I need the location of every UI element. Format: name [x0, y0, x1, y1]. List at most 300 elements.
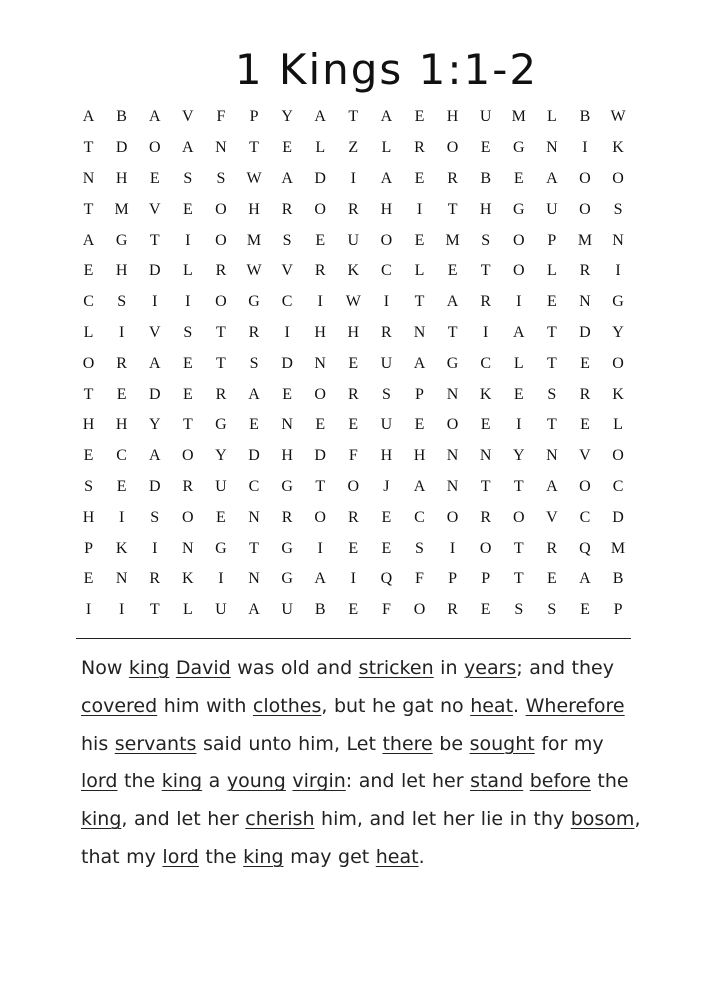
- grid-cell: N: [215, 139, 227, 157]
- grid-cell: E: [83, 262, 94, 280]
- grid-cell: N: [579, 293, 591, 311]
- grid-cell: S: [381, 385, 391, 403]
- grid-cell: P: [547, 231, 557, 249]
- grid-cell: I: [383, 293, 390, 311]
- grid-cell: E: [381, 539, 392, 557]
- grid-cell: H: [115, 169, 128, 187]
- grid-cell: A: [281, 169, 293, 187]
- grid-cell: O: [413, 601, 426, 619]
- grid-cell: F: [348, 447, 358, 465]
- grid-cell: E: [216, 508, 226, 526]
- grid-cell: E: [83, 570, 94, 588]
- grid-cell: R: [447, 601, 458, 619]
- grid-cell: R: [347, 200, 359, 218]
- page-title: 1 Kings 1:1-2: [234, 45, 539, 94]
- grid-cell: S: [150, 508, 160, 526]
- grid-cell: V: [546, 508, 558, 526]
- grid-cell: I: [317, 539, 323, 557]
- grid-cell: S: [216, 169, 226, 187]
- grid-cell: T: [83, 385, 94, 403]
- scripture-passage: [81, 650, 648, 877]
- passage-text: for my: [534, 732, 611, 755]
- grid-cell: O: [479, 539, 492, 557]
- passage-text: : and let her: [345, 770, 471, 793]
- grid-cell: K: [479, 385, 492, 403]
- grid-cell: I: [152, 539, 158, 557]
- passage-text: the: [198, 845, 244, 868]
- grid-cell: D: [579, 323, 591, 341]
- grid-cell: R: [215, 262, 227, 280]
- grid-cell: G: [446, 354, 459, 372]
- grid-cell: D: [314, 447, 326, 465]
- grid-cell: O: [148, 139, 161, 157]
- grid-cell: R: [414, 139, 425, 157]
- grid-cell: O: [182, 447, 194, 465]
- grid-cell: G: [281, 477, 293, 495]
- grid-cell: I: [218, 570, 224, 588]
- grid-cell: A: [546, 477, 558, 495]
- grid-cell: N: [281, 416, 293, 434]
- grid-cell: P: [415, 385, 424, 403]
- grid-cell: U: [347, 231, 360, 249]
- grid-cell: H: [380, 200, 393, 218]
- grid-cell: D: [148, 477, 161, 495]
- grid-cell: K: [612, 139, 624, 157]
- grid-cell: M: [610, 539, 626, 557]
- underlined-word: young: [226, 770, 286, 793]
- grid-cell: I: [152, 293, 158, 311]
- grid-cell: G: [215, 539, 227, 557]
- grid-cell: D: [281, 354, 293, 372]
- grid-cell: T: [249, 139, 259, 157]
- grid-cell: T: [249, 539, 259, 557]
- grid-cell: P: [448, 570, 458, 588]
- grid-cell: H: [82, 416, 95, 434]
- grid-cell: G: [512, 200, 525, 218]
- grid-cell: E: [480, 601, 491, 619]
- grid-cell: R: [579, 385, 591, 403]
- grid-cell: E: [182, 354, 193, 372]
- grid-cell: I: [118, 508, 125, 526]
- grid-cell: B: [116, 108, 127, 126]
- grid-cell: I: [185, 231, 191, 249]
- grid-cell: L: [513, 354, 524, 372]
- grid-cell: I: [185, 293, 191, 311]
- grid-cell: D: [148, 262, 161, 280]
- grid-cell: Q: [380, 570, 393, 588]
- grid-cell: W: [246, 262, 262, 280]
- grid-cell: D: [248, 447, 260, 465]
- grid-cell: B: [480, 169, 491, 187]
- grid-cell: A: [579, 570, 591, 588]
- grid-cell: A: [380, 108, 393, 126]
- grid-cell: O: [182, 508, 194, 526]
- grid-cell: N: [612, 231, 624, 249]
- passage-text: a: [202, 770, 227, 793]
- grid-cell: H: [115, 262, 128, 280]
- grid-cell: A: [82, 231, 95, 249]
- grid-cell: O: [446, 416, 459, 434]
- grid-cell: J: [383, 477, 390, 495]
- grid-cell: Y: [281, 108, 293, 126]
- underlined-word: before: [529, 770, 591, 793]
- grid-cell: H: [413, 447, 426, 465]
- underlined-word: there: [382, 732, 433, 755]
- grid-cell: H: [82, 508, 95, 526]
- grid-cell: P: [481, 570, 491, 588]
- grid-cell: I: [516, 416, 522, 434]
- grid-cell: I: [118, 323, 125, 341]
- grid-cell: L: [381, 139, 392, 157]
- grid-cell: C: [612, 477, 624, 495]
- underlined-word: heat: [375, 845, 419, 868]
- grid-cell: E: [249, 416, 259, 434]
- grid-cell: C: [83, 293, 94, 311]
- grid-cell: E: [414, 108, 425, 126]
- grid-cell: M: [511, 108, 526, 126]
- grid-cell: R: [480, 293, 491, 311]
- grid-cell: R: [149, 570, 161, 588]
- underlined-word: king: [128, 657, 170, 679]
- grid-cell: S: [613, 200, 623, 218]
- grid-cell: U: [281, 601, 293, 619]
- grid-cell: O: [215, 231, 227, 249]
- underlined-word: sought: [469, 732, 535, 755]
- grid-cell: O: [215, 293, 227, 311]
- grid-cell: O: [347, 477, 360, 495]
- grid-cell: R: [281, 508, 293, 526]
- passage-text: .: [513, 694, 526, 717]
- grid-cell: C: [579, 508, 591, 526]
- grid-cell: C: [281, 293, 293, 311]
- grid-cell: B: [612, 570, 624, 588]
- underlined-word: cherish: [245, 808, 315, 831]
- grid-cell: E: [315, 231, 326, 249]
- grid-cell: E: [513, 169, 524, 187]
- grid-cell: R: [546, 539, 558, 557]
- grid-cell: A: [148, 354, 161, 372]
- grid-cell: C: [480, 354, 491, 372]
- grid-cell: E: [315, 416, 326, 434]
- grid-cell: B: [314, 601, 326, 619]
- grid-cell: P: [84, 539, 93, 557]
- grid-cell: N: [314, 354, 326, 372]
- grid-cell: T: [149, 231, 160, 249]
- grid-cell: P: [613, 601, 623, 619]
- grid-cell: S: [282, 231, 292, 249]
- passage-text: him with: [157, 694, 253, 717]
- grid-cell: C: [116, 447, 127, 465]
- grid-cell: N: [446, 447, 459, 465]
- grid-cell: A: [512, 323, 525, 341]
- grid-cell: H: [115, 416, 128, 434]
- grid-cell: O: [215, 200, 227, 218]
- grid-cell: N: [248, 508, 260, 526]
- grid-cell: C: [414, 508, 425, 526]
- grid-cell: R: [215, 385, 227, 403]
- grid-cell: S: [547, 601, 557, 619]
- grid-cell: E: [546, 293, 557, 311]
- grid-cell: W: [610, 108, 626, 126]
- underlined-word: king: [243, 845, 284, 868]
- grid-cell: A: [148, 108, 161, 126]
- grid-cell: N: [479, 447, 492, 465]
- grid-cell: O: [446, 139, 459, 157]
- grid-cell: E: [83, 447, 94, 465]
- grid-cell: N: [248, 570, 260, 588]
- grid-cell: W: [246, 169, 262, 187]
- grid-cell: Q: [579, 539, 591, 557]
- grid-cell: T: [414, 293, 425, 311]
- grid-cell: C: [381, 262, 392, 280]
- grid-cell: T: [447, 200, 458, 218]
- grid-cell: R: [314, 262, 326, 280]
- grid-cell: V: [281, 262, 293, 280]
- grid-cell: R: [281, 200, 293, 218]
- grid-cell: S: [514, 601, 524, 619]
- grid-cell: B: [579, 108, 591, 126]
- grid-cell: E: [282, 385, 292, 403]
- grid-cell: O: [612, 447, 624, 465]
- grid-cell: O: [446, 508, 459, 526]
- grid-cell: A: [82, 108, 95, 126]
- passage-text: be: [432, 732, 470, 755]
- grid-cell: T: [480, 262, 491, 280]
- grid-cell: I: [118, 601, 125, 619]
- grid-cell: O: [579, 477, 591, 495]
- grid-cell: G: [248, 293, 260, 311]
- grid-cell: E: [513, 385, 524, 403]
- grid-cell: N: [446, 477, 459, 495]
- grid-cell: I: [516, 293, 522, 311]
- grid-cell: R: [347, 508, 359, 526]
- passage-text: , but he gat no: [321, 694, 471, 717]
- grid-cell: E: [580, 354, 590, 372]
- grid-cell: A: [380, 169, 393, 187]
- grid-cell: I: [416, 200, 423, 218]
- grid-cell: R: [347, 385, 359, 403]
- passage-text: , that my: [81, 808, 648, 868]
- grid-cell: A: [314, 108, 326, 126]
- grid-cell: U: [380, 354, 393, 372]
- grid-cell: H: [248, 200, 260, 218]
- grid-cell: T: [513, 477, 524, 495]
- grid-cell: E: [580, 416, 590, 434]
- grid-cell: Y: [148, 416, 161, 434]
- grid-cell: M: [577, 231, 593, 249]
- grid-cell: R: [182, 477, 194, 495]
- grid-cell: D: [115, 139, 128, 157]
- grid-cell: O: [512, 231, 525, 249]
- underlined-word: years: [464, 657, 517, 679]
- grid-cell: E: [116, 385, 127, 403]
- grid-cell: L: [546, 262, 557, 280]
- grid-cell: M: [246, 231, 262, 249]
- grid-cell: D: [148, 385, 161, 403]
- grid-cell: S: [183, 323, 193, 341]
- grid-cell: T: [83, 200, 94, 218]
- grid-cell: V: [148, 200, 161, 218]
- grid-cell: V: [579, 447, 591, 465]
- grid-cell: F: [415, 570, 424, 588]
- grid-cell: O: [314, 200, 326, 218]
- underlined-word: covered: [81, 694, 158, 717]
- grid-cell: P: [249, 108, 259, 126]
- grid-cell: G: [215, 416, 227, 434]
- grid-cell: R: [480, 508, 491, 526]
- underlined-word: Wherefore: [525, 694, 625, 717]
- grid-cell: E: [116, 477, 127, 495]
- underlined-word: David: [175, 657, 231, 679]
- grid-cell: S: [183, 169, 193, 187]
- passage-text: in: [433, 657, 465, 679]
- underlined-word: lord: [162, 845, 199, 868]
- grid-cell: O: [82, 354, 95, 372]
- underlined-word: heat: [470, 694, 514, 717]
- grid-cell: R: [447, 169, 458, 187]
- grid-cell: E: [182, 385, 193, 403]
- grid-cell: I: [284, 323, 290, 341]
- underlined-word: stricken: [358, 657, 434, 679]
- grid-cell: E: [414, 169, 425, 187]
- passage-text: his: [81, 694, 632, 755]
- grid-cell: T: [216, 323, 226, 341]
- grid-cell: T: [513, 570, 524, 588]
- passage-text: was old and: [230, 657, 359, 679]
- grid-cell: A: [248, 385, 260, 403]
- underlined-word: clothes: [252, 694, 322, 717]
- grid-cell: T: [546, 416, 557, 434]
- grid-cell: K: [612, 385, 624, 403]
- grid-cell: T: [315, 477, 326, 495]
- grid-cell: O: [512, 262, 525, 280]
- grid-cell: N: [413, 323, 426, 341]
- grid-cell: A: [546, 169, 558, 187]
- grid-cell: U: [215, 601, 227, 619]
- grid-cell: I: [615, 262, 621, 280]
- grid-cell: T: [513, 539, 524, 557]
- grid-cell: T: [216, 354, 226, 372]
- passage-text: said unto him, Let: [196, 732, 383, 755]
- grid-cell: E: [381, 508, 392, 526]
- grid-cell: N: [182, 539, 194, 557]
- grid-cell: R: [381, 323, 392, 341]
- grid-cell: M: [114, 200, 129, 218]
- grid-cell: E: [414, 416, 425, 434]
- grid-cell: S: [84, 477, 93, 495]
- grid-cell: A: [413, 477, 426, 495]
- grid-cell: S: [117, 293, 127, 311]
- grid-cell: L: [613, 416, 623, 434]
- grid-cell: Z: [348, 139, 359, 157]
- grid-cell: H: [380, 447, 393, 465]
- underlined-word: bosom: [570, 808, 635, 831]
- grid-cell: O: [579, 200, 591, 218]
- grid-cell: E: [149, 169, 160, 187]
- passage-text: .: [418, 845, 425, 868]
- passage-text: , and let her: [121, 808, 246, 831]
- grid-cell: W: [345, 293, 361, 311]
- grid-cell: I: [449, 539, 456, 557]
- grid-cell: M: [445, 231, 460, 249]
- grid-cell: Y: [612, 323, 624, 341]
- grid-cell: F: [216, 108, 226, 126]
- grid-cell: V: [148, 323, 161, 341]
- grid-cell: R: [579, 262, 591, 280]
- grid-cell: O: [612, 354, 624, 372]
- passage-text: him, and let her lie in thy: [314, 808, 571, 831]
- passage-text: may get: [283, 845, 376, 868]
- grid-cell: R: [248, 323, 260, 341]
- grid-cell: T: [83, 139, 94, 157]
- underlined-word: stand: [470, 770, 524, 793]
- grid-cell: O: [314, 508, 326, 526]
- grid-cell: T: [149, 601, 160, 619]
- grid-cell: T: [546, 354, 557, 372]
- grid-cell: K: [115, 539, 128, 557]
- grid-cell: Y: [215, 447, 227, 465]
- grid-cell: T: [546, 323, 557, 341]
- underlined-word: king: [81, 808, 122, 831]
- grid-cell: I: [483, 323, 489, 341]
- grid-cell: G: [612, 293, 624, 311]
- grid-cell: O: [579, 169, 591, 187]
- grid-cell: N: [115, 570, 128, 588]
- grid-cell: S: [547, 385, 557, 403]
- grid-cell: A: [148, 447, 161, 465]
- grid-cell: E: [480, 416, 491, 434]
- grid-cell: E: [348, 539, 359, 557]
- grid-cell: G: [115, 231, 128, 249]
- grid-cell: A: [314, 570, 326, 588]
- passage-text: ; and they: [516, 657, 621, 679]
- grid-cell: I: [350, 570, 356, 588]
- grid-cell: U: [546, 200, 558, 218]
- grid-cell: O: [314, 385, 326, 403]
- grid-cell: V: [182, 108, 194, 126]
- underlined-word: servants: [114, 732, 197, 755]
- grid-cell: I: [317, 293, 323, 311]
- grid-cell: I: [350, 169, 356, 187]
- grid-cell: E: [348, 354, 359, 372]
- divider: [76, 638, 631, 639]
- grid-cell: I: [582, 139, 588, 157]
- underlined-word: king: [161, 770, 203, 793]
- grid-cell: G: [512, 139, 525, 157]
- grid-cell: K: [347, 262, 360, 280]
- grid-cell: E: [348, 416, 359, 434]
- grid-cell: E: [580, 601, 590, 619]
- grid-cell: K: [182, 570, 194, 588]
- grid-cell: H: [347, 323, 360, 341]
- grid-cell: S: [249, 354, 259, 372]
- grid-cell: U: [380, 416, 393, 434]
- grid-cell: D: [314, 169, 326, 187]
- grid-cell: H: [479, 200, 492, 218]
- grid-cell: O: [512, 508, 525, 526]
- grid-cell: O: [612, 169, 624, 187]
- grid-cell: H: [281, 447, 293, 465]
- grid-cell: E: [546, 570, 557, 588]
- word-search-grid: [72, 102, 636, 626]
- grid-cell: N: [82, 169, 95, 187]
- grid-cell: O: [380, 231, 393, 249]
- underlined-word: virgin: [292, 770, 346, 793]
- grid-cell: G: [281, 539, 293, 557]
- underlined-word: lord: [81, 770, 118, 793]
- grid-cell: I: [85, 601, 92, 619]
- grid-cell: T: [348, 108, 359, 126]
